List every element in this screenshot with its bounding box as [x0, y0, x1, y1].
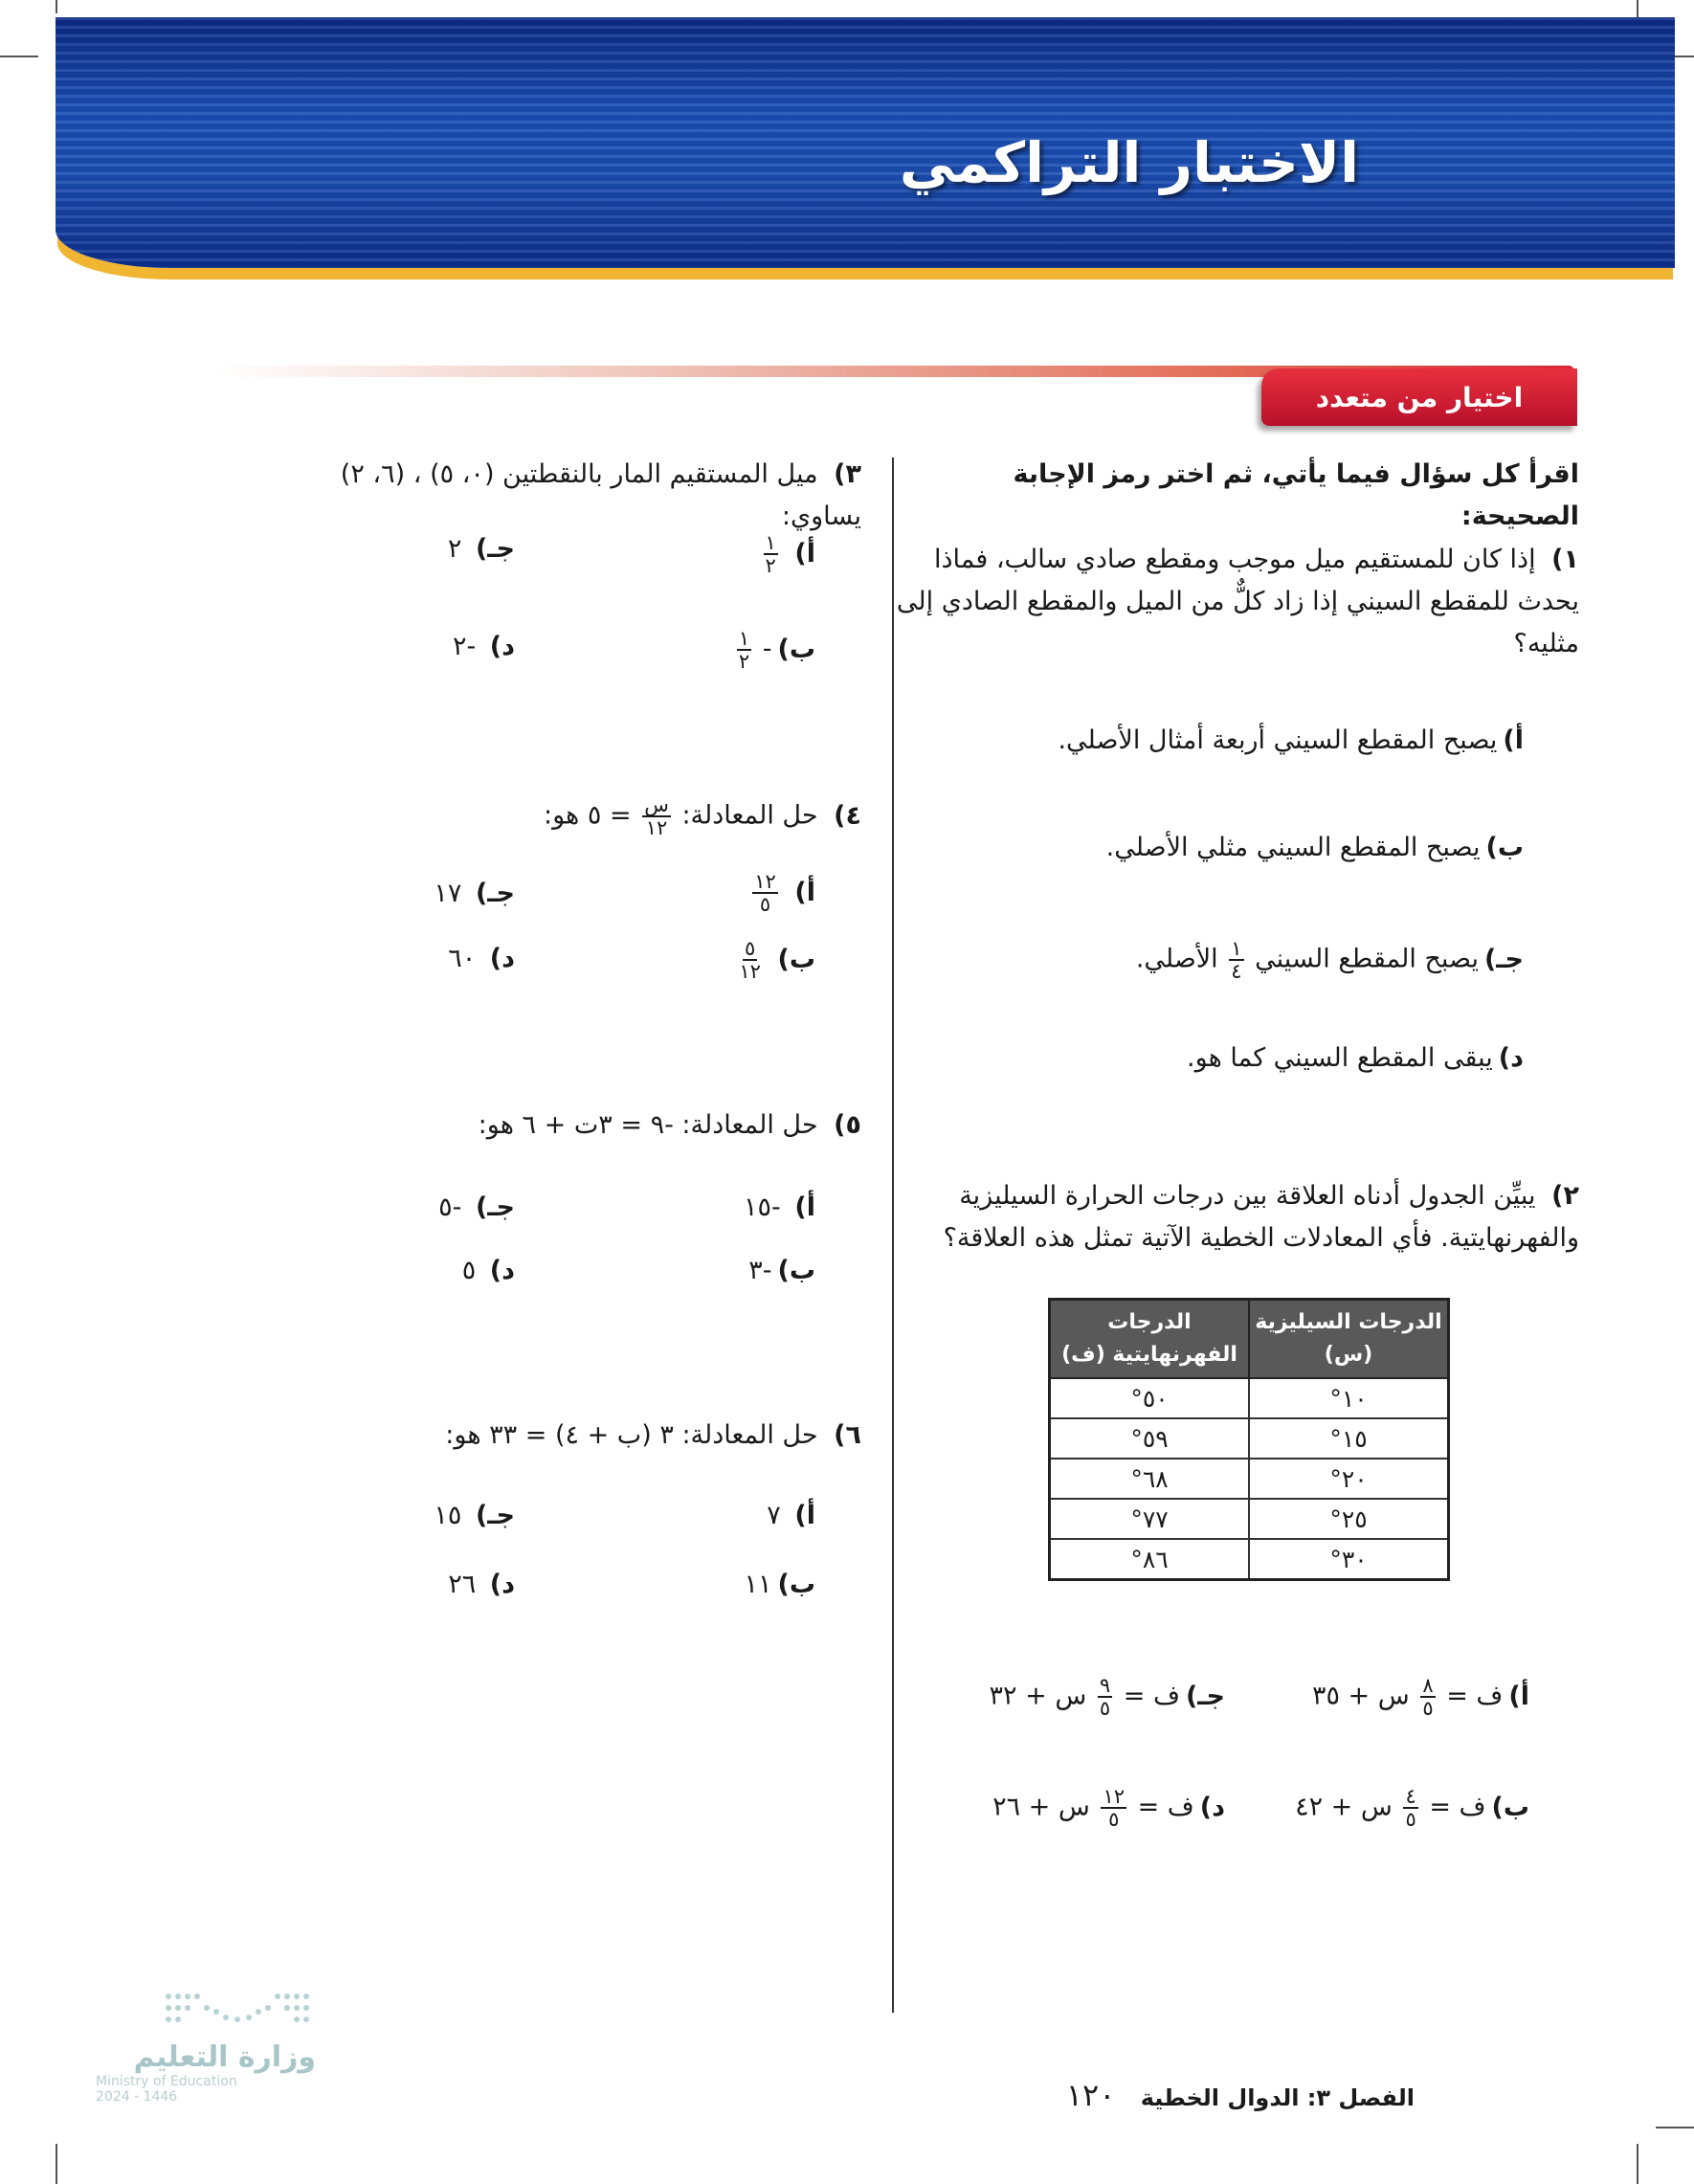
- question-number: ٤): [834, 800, 861, 831]
- fraction: [1420, 1675, 1435, 1719]
- option-text: ٥: [461, 1256, 477, 1285]
- fraction-denominator: ٤: [1231, 960, 1242, 983]
- option-text: ١٧: [434, 879, 462, 908]
- table-cell: ٣٠°: [1249, 1539, 1449, 1580]
- option-text: ف =: [1123, 1681, 1180, 1711]
- option-text: ف =: [1446, 1681, 1504, 1711]
- section-tab: اختيار من متعدد: [1261, 368, 1577, 426]
- option-text: الأصلي.: [1135, 944, 1218, 974]
- q1-option-a[interactable]: [1058, 725, 1524, 755]
- q6-option-a[interactable]: [767, 1501, 815, 1530]
- option-label: ب): [777, 634, 815, 664]
- q2-option-d[interactable]: [992, 1786, 1225, 1830]
- option-text: ف =: [1137, 1792, 1194, 1822]
- q4-option-a[interactable]: [749, 871, 815, 915]
- page-title: الاختبار التراكمي: [899, 130, 1359, 195]
- option-text: -١٥: [744, 1192, 781, 1222]
- crop-mark: [1637, 2144, 1638, 2184]
- fraction: [737, 628, 751, 672]
- chapter-title: الفصل ٣: الدوال الخطية: [1140, 2084, 1415, 2111]
- option-text: ٧: [767, 1501, 781, 1530]
- table-row: [1050, 1459, 1449, 1499]
- ministry-logo: [96, 1991, 316, 2105]
- instructions: اقرأ كل سؤال فيما يأتي، ثم اختر رمز الإجابة الصحيحة:: [1013, 459, 1579, 531]
- option-text: يبقى المقطع السيني كما هو.: [1187, 1043, 1493, 1073]
- fraction-denominator: ٥: [1422, 1697, 1434, 1720]
- option-label: د): [489, 1256, 515, 1285]
- q6-option-b[interactable]: [745, 1570, 816, 1599]
- table-header: الدرجات السيليزية (س): [1249, 1300, 1449, 1379]
- table-row: [1050, 1539, 1449, 1580]
- q1-option-d[interactable]: [1187, 1043, 1524, 1073]
- q1-option-b[interactable]: [1106, 833, 1524, 862]
- option-label: ب): [777, 944, 815, 974]
- crop-mark: [1656, 2127, 1694, 2128]
- ministry-name-ar: وزارة التعليم: [133, 2040, 316, 2074]
- question-number: ٢): [1551, 1181, 1579, 1211]
- option-text: -٥: [438, 1192, 462, 1222]
- option-text: ١١: [744, 1570, 772, 1599]
- table-cell: ٢٠°: [1249, 1459, 1449, 1499]
- fraction-denominator: ٢: [738, 650, 750, 673]
- question-1: [890, 539, 1579, 665]
- crop-mark: [0, 56, 38, 57]
- fraction: [642, 794, 671, 838]
- q2-option-b[interactable]: [1295, 1786, 1529, 1830]
- q3-option-a[interactable]: [761, 532, 815, 576]
- temperature-table: [1048, 1298, 1450, 1581]
- question-number: ١): [1551, 545, 1579, 574]
- question-6: [445, 1420, 861, 1450]
- question-number: ٥): [834, 1110, 861, 1140]
- fraction-numerator: س: [644, 793, 669, 816]
- dots-pattern-icon: [163, 1991, 316, 2033]
- q4-option-b[interactable]: [736, 938, 815, 982]
- fraction: [752, 871, 778, 915]
- page-footer: [1066, 2077, 1415, 2113]
- q3-option-c[interactable]: [448, 534, 515, 564]
- option-label: د): [1498, 1043, 1524, 1073]
- q5-option-a[interactable]: [744, 1192, 815, 1222]
- q4-option-d[interactable]: [448, 944, 515, 973]
- question-4: [544, 794, 861, 838]
- option-label: د): [1199, 1792, 1225, 1822]
- fraction-numerator: ٨: [1422, 1674, 1434, 1697]
- question-2: [890, 1175, 1579, 1259]
- option-text: ٦٠: [448, 944, 477, 973]
- option-label: أ): [794, 1501, 815, 1530]
- option-text: ٢: [447, 534, 462, 564]
- option-label: د): [489, 1570, 515, 1599]
- option-text: س + ٢٦: [992, 1792, 1090, 1822]
- option-text: يصبح المقطع السيني مثلي الأصلي.: [1105, 833, 1481, 862]
- table-row: [1050, 1499, 1449, 1539]
- fraction: [739, 938, 761, 982]
- fraction: [1229, 938, 1243, 982]
- fraction: [764, 532, 778, 576]
- question-text: يبيِّن الجدول أدناه العلاقة بين درجات الحرارة السيليزية والفهرنهايتية. فأي المعادلات الخطية الآتية تمثل هذه العلاقة؟: [943, 1181, 1579, 1253]
- q5-option-d[interactable]: [462, 1256, 515, 1285]
- q5-option-c[interactable]: [438, 1192, 515, 1222]
- question-number: ٣): [834, 459, 861, 489]
- option-text: ف =: [1429, 1792, 1486, 1822]
- header-banner: [56, 17, 1675, 268]
- ministry-name-en: Ministry of Education: [96, 2074, 237, 2089]
- ministry-year: 2024 - 1446: [96, 2089, 178, 2105]
- table-row: [1050, 1418, 1449, 1459]
- option-label: جـ): [475, 1192, 515, 1222]
- option-label: أ): [1508, 1681, 1529, 1711]
- fraction-denominator: ٢: [765, 554, 776, 577]
- fraction-numerator: ١٢: [1103, 1785, 1125, 1808]
- q3-option-d[interactable]: [453, 632, 515, 661]
- option-label: جـ): [1483, 944, 1524, 974]
- q1-option-c[interactable]: [1136, 938, 1524, 982]
- option-text: يصبح المقطع السيني أربعة أمثال الأصلي.: [1058, 725, 1498, 755]
- fraction: [1101, 1786, 1126, 1830]
- option-label: ب): [1485, 833, 1524, 862]
- table-cell: ٥٩°: [1050, 1418, 1250, 1459]
- question-3: [268, 454, 861, 538]
- option-text: -٢: [452, 632, 477, 661]
- option-label: أ): [794, 538, 815, 568]
- option-label: ب): [1491, 1792, 1529, 1822]
- question-text: حل المعادلة: ٣ (ب + ٤) = ٣٣ هو:: [445, 1420, 818, 1450]
- fraction-denominator: ١٢: [645, 816, 668, 839]
- table-cell: ٢٥°: [1249, 1499, 1449, 1539]
- crop-mark: [56, 0, 57, 13]
- option-label: جـ): [1185, 1681, 1225, 1711]
- option-label: أ): [794, 1192, 815, 1222]
- fraction-numerator: ٤: [1405, 1785, 1416, 1808]
- q4-option-c[interactable]: [434, 879, 515, 908]
- option-text: ٢٦: [448, 1570, 477, 1599]
- table-header: الدرجات الفهرنهايتية (ف): [1050, 1300, 1250, 1379]
- q5-option-b[interactable]: [748, 1256, 815, 1285]
- option-label: ب): [777, 1570, 815, 1599]
- question-text: حل المعادلة:: [681, 800, 818, 831]
- question-text: إذا كان للمستقيم ميل موجب ومقطع صادي سالب، فماذا يحدث للمقطع السيني إذا زاد كلٌّ من الميل والمقطع الصادي إلى مثليه؟: [896, 545, 1579, 658]
- fraction-numerator: ١: [738, 627, 750, 650]
- option-text: ١٥: [434, 1501, 462, 1530]
- table-cell: ١٥°: [1249, 1418, 1449, 1459]
- table-cell: ٥٠°: [1050, 1378, 1250, 1418]
- question-text: حل المعادلة: -٩ = ٣ت + ٦ هو:: [478, 1110, 818, 1140]
- fraction-numerator: ١٢: [754, 870, 776, 893]
- option-label: جـ): [475, 534, 515, 564]
- fraction-denominator: ٥: [1405, 1808, 1416, 1831]
- option-sign: -: [762, 634, 772, 664]
- option-text: -٣: [748, 1256, 772, 1285]
- q6-option-c[interactable]: [434, 1501, 515, 1530]
- option-label: أ): [794, 877, 815, 907]
- table-row: [1050, 1378, 1449, 1418]
- option-label: جـ): [475, 1501, 515, 1530]
- fraction-numerator: ٥: [745, 937, 756, 960]
- fraction-denominator: ٥: [759, 893, 771, 916]
- table-cell: ٨٦°: [1050, 1539, 1250, 1580]
- table-cell: ٧٧°: [1050, 1499, 1250, 1539]
- option-label: أ): [1503, 725, 1524, 755]
- option-label: د): [489, 632, 515, 661]
- fraction-denominator: ٥: [1108, 1808, 1120, 1831]
- option-text: يصبح المقطع السيني: [1255, 944, 1479, 974]
- option-text: س + ٣٥: [1311, 1681, 1410, 1711]
- fraction-numerator: ١: [765, 531, 776, 554]
- option-text: س + ٣٢: [989, 1681, 1087, 1711]
- question-text: = ٥ هو:: [544, 800, 632, 831]
- option-label: جـ): [475, 879, 515, 908]
- table-cell: ٦٨°: [1050, 1459, 1250, 1499]
- fraction: [1403, 1786, 1417, 1830]
- fraction-numerator: ٩: [1099, 1674, 1111, 1697]
- question-5: [479, 1110, 861, 1140]
- q3-option-b[interactable]: [734, 628, 815, 672]
- option-text: س + ٤٢: [1295, 1792, 1393, 1822]
- q2-option-a[interactable]: [1312, 1675, 1529, 1719]
- crop-mark: [56, 2144, 57, 2184]
- right-column: [890, 454, 1579, 538]
- option-label: ب): [777, 1256, 815, 1285]
- question-text: ميل المستقيم المار بالنقطتين (٠، ٥) ، (٦، ٢) يساوي:: [340, 459, 861, 531]
- table-cell: ١٠°: [1249, 1378, 1449, 1418]
- fraction-denominator: ٥: [1099, 1697, 1111, 1720]
- fraction-numerator: ١: [1231, 937, 1242, 960]
- q2-option-c[interactable]: [990, 1675, 1225, 1719]
- fraction-denominator: ١٢: [739, 960, 761, 983]
- page-number: ١٢٠: [1065, 2077, 1116, 2113]
- question-number: ٦): [834, 1420, 861, 1450]
- fraction: [1098, 1675, 1112, 1719]
- q6-option-d[interactable]: [448, 1570, 515, 1599]
- option-label: د): [489, 944, 515, 973]
